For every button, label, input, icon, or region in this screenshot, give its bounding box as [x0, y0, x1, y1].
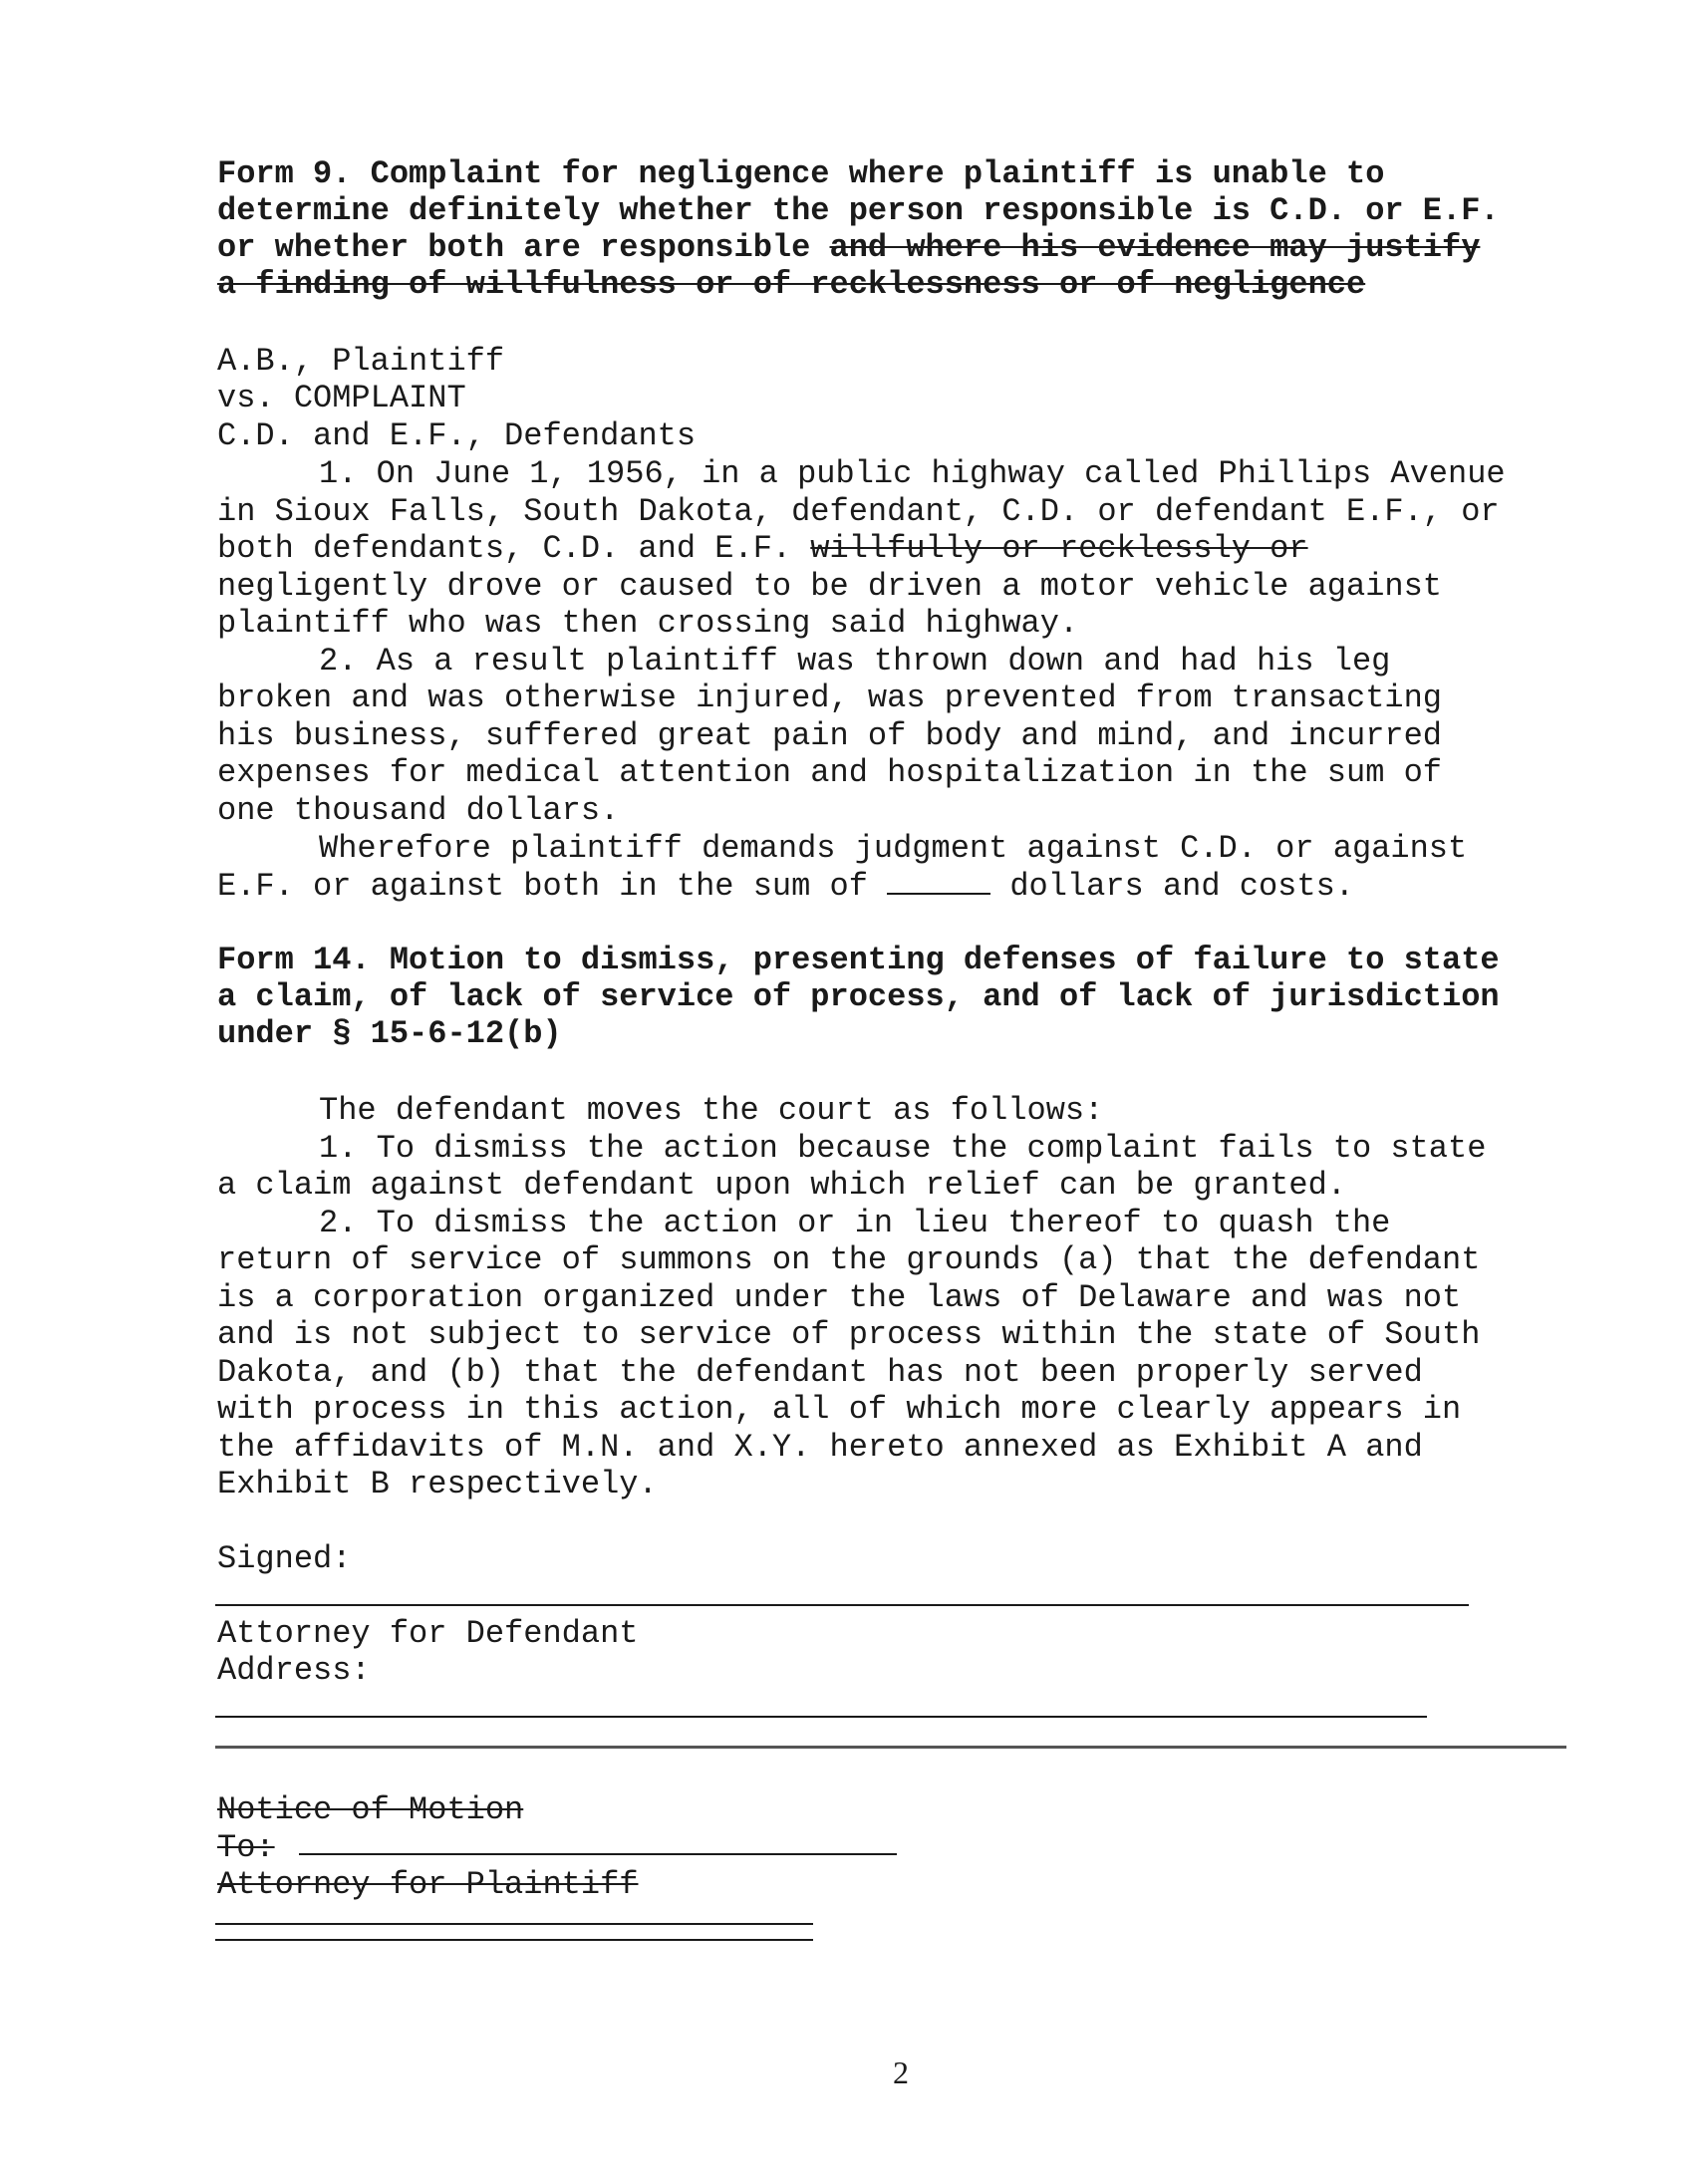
notice-attorney-for-plaintiff: Attorney for Plaintiff [217, 1866, 639, 1903]
item2-line-6: with process in this action, all of which more clearly appears in [217, 1391, 1462, 1428]
item2-line-7: the affidavits of M.N. and X.Y. hereto annexed as Exhibit A and [217, 1429, 1423, 1466]
para1-line-2: in Sioux Falls, South Dakota, defendant, C.D. or defendant E.F., or [217, 493, 1500, 530]
notice-line-1 [215, 1923, 813, 1925]
form14-intro: The defendant moves the court as follows: [319, 1092, 1104, 1129]
wherefore-text: E.F. or against both in the sum of [217, 868, 888, 905]
address-line-1 [215, 1716, 1427, 1718]
para2-line-5: one thousand dollars. [217, 792, 620, 829]
para1-line-3 [217, 530, 1308, 568]
form14-heading-line-3: under § 15-6-12(b) [217, 1015, 562, 1052]
item2-line-1: 2. To dismiss the action or in lieu thereof to quash the [319, 1205, 1391, 1241]
para1-text: both defendants, C.D. and E.F. [217, 530, 811, 567]
form9-heading-line-2: determine definitely whether the person responsible is C.D. or E.F. [217, 192, 1500, 229]
item1-line-2: a claim against defendant upon which relief can be granted. [217, 1167, 1346, 1204]
para2-line-2: broken and was otherwise injured, was prevented from transacting [217, 680, 1442, 716]
para1-line-4: negligently drove or caused to be driven a motor vehicle against [217, 568, 1442, 605]
item2-line-3: is a corporation organized under the laws of Delaware and was not [217, 1279, 1462, 1316]
caption-plaintiff: A.B., Plaintiff [217, 343, 505, 380]
notice-title: Notice of Motion [217, 1791, 524, 1828]
wherefore-line-2 [217, 867, 1354, 906]
para1-struck-text: willfully or recklessly or [810, 530, 1308, 567]
form9-heading-line-1: Form 9. Complaint for negligence where plaintiff is unable to [217, 155, 1385, 192]
form14-heading-line-1: Form 14. Motion to dismiss, presenting defenses of failure to state [217, 942, 1500, 978]
address-line-2 [215, 1746, 1566, 1749]
item2-line-5: Dakota, and (b) that the defendant has not been properly served [217, 1354, 1423, 1391]
item2-line-8: Exhibit B respectively. [217, 1466, 658, 1502]
notice-to-line [299, 1853, 897, 1855]
signature-line [215, 1604, 1469, 1606]
item2-line-2: return of service of summons on the grounds (a) that the defendant [217, 1241, 1481, 1278]
wherefore-line-1: Wherefore plaintiff demands judgment against C.D. or against [319, 830, 1468, 867]
form14-heading-line-2: a claim, of lack of service of process, and of lack of jurisdiction [217, 978, 1500, 1015]
form9-heading-text: or whether both are responsible [217, 229, 830, 266]
para2-line-4: expenses for medical attention and hospitalization in the sum of [217, 754, 1442, 791]
caption-vs-complaint: vs. COMPLAINT [217, 380, 466, 416]
form9-heading-struck-tail: and where his evidence may justify [829, 229, 1481, 266]
para1-line-1: 1. On June 1, 1956, in a public highway called Phillips Avenue [319, 455, 1506, 492]
item1-line-1: 1. To dismiss the action because the complaint fails to state [319, 1130, 1487, 1167]
address-label: Address: [217, 1652, 371, 1689]
para1-line-5: plaintiff who was then crossing said highway. [217, 605, 1079, 642]
item2-line-4: and is not subject to service of process within the state of South [217, 1316, 1481, 1353]
amount-blank [887, 867, 990, 895]
notice-to: To: [217, 1829, 275, 1866]
signed-label: Signed: [217, 1540, 352, 1577]
wherefore-tail: dollars and costs. [990, 868, 1354, 905]
attorney-for-defendant: Attorney for Defendant [217, 1615, 639, 1652]
para2-line-3: his business, suffered great pain of body and mind, and incurred [217, 717, 1442, 754]
notice-line-2 [215, 1939, 813, 1941]
caption-defendants: C.D. and E.F., Defendants [217, 417, 697, 454]
page-number: 2 [893, 2054, 909, 2090]
para2-line-1: 2. As a result plaintiff was thrown down and had his leg [319, 643, 1391, 680]
form9-heading-line-3 [217, 229, 1480, 267]
form9-heading-struck-line: a finding of willfulness or of recklessness or of negligence [217, 266, 1366, 303]
